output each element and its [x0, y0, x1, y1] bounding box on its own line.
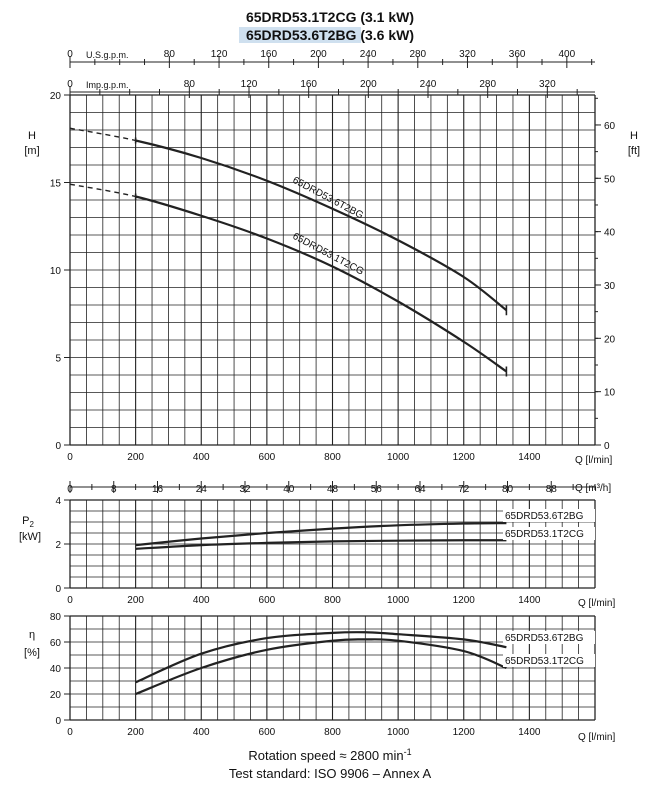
- power-x-tick-label: 200: [127, 595, 144, 606]
- rotation-speed: [248, 747, 411, 763]
- head-y2-tick-label: 60: [604, 120, 616, 132]
- test-standard: Test standard: ISO 9906 – Annex A: [228, 766, 432, 781]
- head-y-tick-label: 5: [55, 353, 61, 365]
- head-y2-tick-label: 50: [604, 174, 616, 186]
- impgpm-tick-label: 160: [300, 79, 318, 90]
- power-curve-t2cg: [136, 540, 507, 549]
- head-x2-tick-label: 80: [501, 484, 514, 495]
- title-line-2: [246, 27, 414, 43]
- head-x2-tick-label: 56: [370, 484, 382, 495]
- eff-y-tick-label: 40: [49, 664, 61, 675]
- head-y2-tick-label: 10: [604, 387, 616, 399]
- power-ylabel-sub: 2: [29, 520, 34, 529]
- usgpm-tick-label: 400: [558, 49, 576, 60]
- usgpm-tick-label: 240: [359, 49, 377, 60]
- head-x-tick-label: 1000: [387, 452, 410, 463]
- head-y-tick-label: 15: [49, 178, 61, 190]
- eff-x-tick-label: 400: [192, 727, 210, 738]
- eff-series-label-t2cg: 65DRD53.1T2CG: [505, 656, 584, 667]
- head-x2-tick-label: 32: [239, 484, 251, 495]
- head-series-label-t2bg: 65DRD53.6T2BG: [290, 174, 365, 222]
- eff-ylabel: η: [28, 629, 36, 641]
- head-x2-tick-label: 8: [110, 484, 117, 495]
- head-x2-tick-label: 64: [414, 484, 426, 495]
- power-x-tick-label: 800: [324, 595, 341, 606]
- head-xlabel: Q [l/min]: [575, 455, 613, 466]
- eff-y-tick-label: 60: [49, 638, 61, 649]
- head-yunit: [m]: [24, 145, 40, 157]
- usgpm-tick-label: 280: [409, 49, 427, 60]
- eff-y-tick-label: 80: [49, 612, 61, 623]
- power-x-tick-label: 400: [192, 595, 210, 606]
- eff-y-tick-label: 0: [55, 716, 61, 727]
- eff-curve-t2cg: [136, 639, 507, 694]
- power-series-label-t2cg: 65DRD53.1T2CG: [505, 529, 584, 540]
- head-series-label-t2cg: 65DRD53.1T2CG: [290, 230, 366, 278]
- head-x-tick-label: 600: [258, 452, 276, 463]
- power-y-tick-label: 2: [55, 540, 61, 551]
- power-x-tick-label: 1400: [518, 595, 541, 606]
- head-y2-tick-label: 0: [604, 441, 610, 452]
- power-ylabel: [22, 515, 34, 529]
- power-x-tick-label: 1000: [387, 595, 410, 606]
- rotation-exp: -1: [403, 747, 412, 757]
- head-x2-tick-label: 48: [326, 484, 339, 495]
- impgpm-tick-label: 80: [183, 79, 195, 90]
- head-y2unit: [ft]: [627, 145, 641, 157]
- head-x2-tick-label: 24: [195, 484, 207, 495]
- eff-series-label-t2bg: 65DRD53.6T2BG: [505, 633, 584, 644]
- power-y-tick-label: 4: [55, 496, 61, 507]
- head-y2-tick-label: 40: [604, 227, 616, 239]
- power-x-tick-label: 1200: [452, 595, 475, 606]
- head-x-tick-label: 800: [324, 452, 341, 463]
- impgpm-tick-label: 200: [359, 79, 377, 90]
- usgpm-axis-label: U.S.g.p.m.: [86, 50, 129, 60]
- chart-marks: [50, 49, 616, 738]
- impgpm-tick-label: 120: [240, 79, 258, 90]
- usgpm-tick-label: 200: [310, 49, 327, 60]
- head-ylabel: H: [28, 130, 36, 142]
- power-ylabel-main: P: [22, 515, 30, 527]
- usgpm-tick-label: 120: [210, 49, 228, 60]
- title-line-1: 65DRD53.1T2CG (3.1 kW): [245, 9, 415, 25]
- power-xlabel: Q [l/min]: [578, 598, 616, 609]
- head-x2label: Q [m³/h]: [575, 483, 612, 494]
- eff-x-tick-label: 200: [127, 727, 144, 738]
- usgpm-tick-label: 80: [163, 49, 175, 60]
- head-x2-tick-label: 72: [458, 484, 470, 495]
- impgpm-tick-label: 320: [538, 79, 556, 90]
- head-x2-tick-label: 88: [545, 484, 557, 495]
- usgpm-tick-label: 160: [260, 49, 278, 60]
- eff-x-tick-label: 0: [67, 727, 73, 738]
- eff-x-tick-label: 1200: [452, 727, 475, 738]
- eff-x-tick-label: 600: [258, 727, 276, 738]
- power-x-tick-label: 600: [258, 595, 276, 606]
- head-x-tick-label: 0: [67, 452, 73, 463]
- head-x2-tick-label: 40: [283, 484, 295, 495]
- usgpm-tick-label: 360: [508, 49, 526, 60]
- eff-yunit: [%]: [24, 647, 40, 659]
- head-y-tick-label: 20: [49, 91, 61, 102]
- power-series-label-t2bg: 65DRD53.6T2BG: [505, 511, 584, 522]
- eff-x-tick-label: 800: [324, 727, 341, 738]
- power-yunit: [kW]: [19, 531, 41, 543]
- eff-x-tick-label: 1400: [518, 727, 541, 738]
- head-x2-tick-label: 16: [151, 484, 164, 495]
- head-x2-tick-label: 0: [67, 484, 73, 495]
- impgpm-axis-label: Imp.g.p.m.: [86, 80, 129, 90]
- head-curve-t2cg: [136, 197, 507, 372]
- head-curve-t2bg: [136, 141, 507, 311]
- head-y-tick-label: 10: [49, 266, 61, 277]
- head-y2-tick-label: 30: [604, 280, 616, 292]
- impgpm-tick-label: 280: [479, 79, 497, 90]
- title-model: 65DRD53.6T2BG: [245, 27, 357, 43]
- head-x-tick-label: 200: [127, 452, 144, 463]
- head-y2label: H: [630, 130, 638, 142]
- impgpm-tick-label: 240: [419, 79, 437, 90]
- head-y-tick-label: 0: [55, 441, 61, 452]
- eff-xlabel: Q [l/min]: [578, 732, 616, 743]
- eff-x-tick-label: 1000: [387, 727, 410, 738]
- eff-y-tick-label: 20: [49, 690, 61, 701]
- eff-curve-t2bg: [136, 632, 507, 682]
- power-y-tick-label: 0: [55, 584, 61, 595]
- head-x-tick-label: 1200: [452, 452, 475, 463]
- usgpm-tick-label: 320: [459, 49, 476, 60]
- impgpm-tick-label: 0: [67, 79, 73, 90]
- title-power: (3.6 kW): [356, 27, 415, 43]
- power-x-tick-label: 0: [67, 595, 73, 606]
- head-y2-tick-label: 20: [604, 334, 616, 346]
- head-x-tick-label: 1400: [518, 452, 541, 463]
- head-x-tick-label: 400: [192, 452, 210, 463]
- usgpm-tick-label: 0: [67, 49, 73, 60]
- rotation-text: Rotation speed ≈ 2800 min: [248, 748, 404, 763]
